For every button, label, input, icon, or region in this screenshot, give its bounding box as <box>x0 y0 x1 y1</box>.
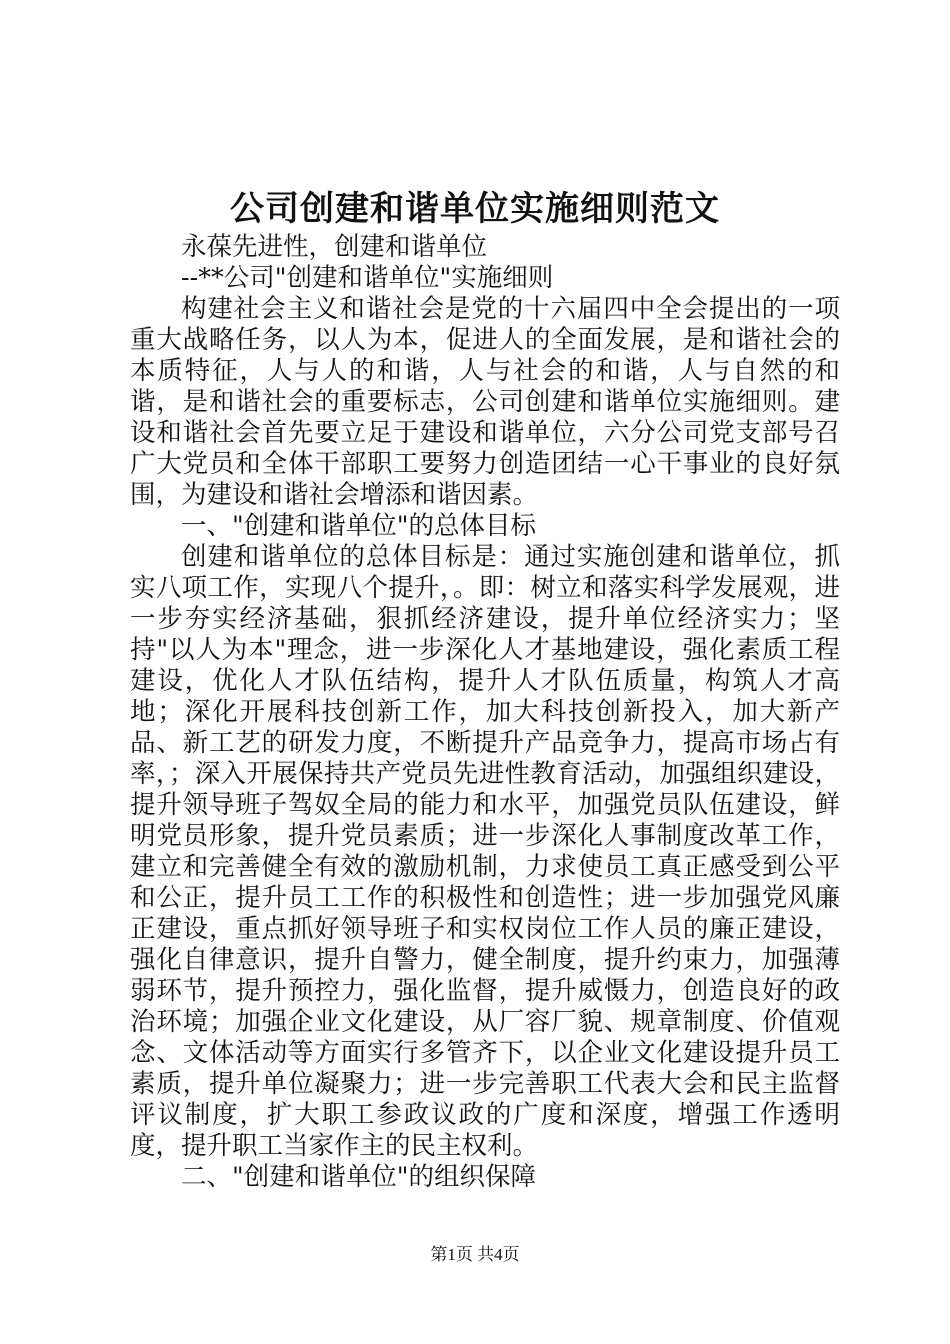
subtitle-line: 永葆先进性，创建和谐单位 <box>181 232 488 262</box>
intro-paragraph: 构建社会主义和谐社会是党的十六届四中全会提出的一项重大战略任务，以人为本，促进人的全面发展，是和谐社会的本质特征，人与人的和谐，人与社会的和谐，人与自然的和谐，是和谐社会的重要标志，公司创建和谐单位实施细则。建设和谐社会首先要立足于建设和谐单位，六分公司党支部号召广大党员和全体干部职工要努力创造团结一心干事业的良好氛围，为建设和谐社会增添和谐因素。 <box>130 294 840 510</box>
section-heading-2: 二、"创建和谐单位"的组织保障 <box>181 1162 536 1192</box>
page-footer: 第1页 共4页 <box>430 1245 520 1264</box>
goals-paragraph: 创建和谐单位的总体目标是：通过实施创建和谐单位，抓实八项工作，实现八个提升，。即：树立和落实科学发展观，进一步夯实经济基础，狠抓经济建设，提升单位经济实力；坚持"以人为本"理念，进一步深化人才基地建设，强化素质工程建设，优化人才队伍结构，提升人才队伍质量，构筑人才高地；深化开展科技创新工作，加大科技创新投入，加大新产品、新工艺的研发力度，不断提升产品竞争力，提高市场占有率，；深入开展保持共产党员先进性教育活动，加强组织建设，提升领导班子驾奴全局的能力和水平，加强党员队伍建设，鲜明党员形象，提升党员素质；进一步深化人事制度改革工作，建立和完善健全有效的激励机制，力求使员工真正感受到公平和公正，提升员工工作的积极性和创造性；进一步加强党风廉正建设，重点抓好领导班子和实权岗位工作人员的廉正建设，强化自律意识，提升自警力，健全制度，提升约束力，加强薄弱环节，提升预控力，强化监督，提升威慑力，创造良好的政治环境；加强企业文化建设，从厂容厂貌、规章制度、价值观念、文体活动等方面实行多管齐下，以企业文化建设提升员工素质，提升单位凝聚力；进一步完善职工代表大会和民主监督评议制度，扩大职工参政议政的广度和深度，增强工作透明度，提升职工当家作主的民主权利。 <box>130 542 840 1161</box>
section-heading-1: 一、"创建和谐单位"的总体目标 <box>181 511 536 541</box>
document-title: 公司创建和谐单位实施细则范文 <box>230 189 720 229</box>
subtitle-source-line: --**公司"创建和谐单位"实施细则 <box>181 263 554 293</box>
document-body <box>130 232 840 1193</box>
